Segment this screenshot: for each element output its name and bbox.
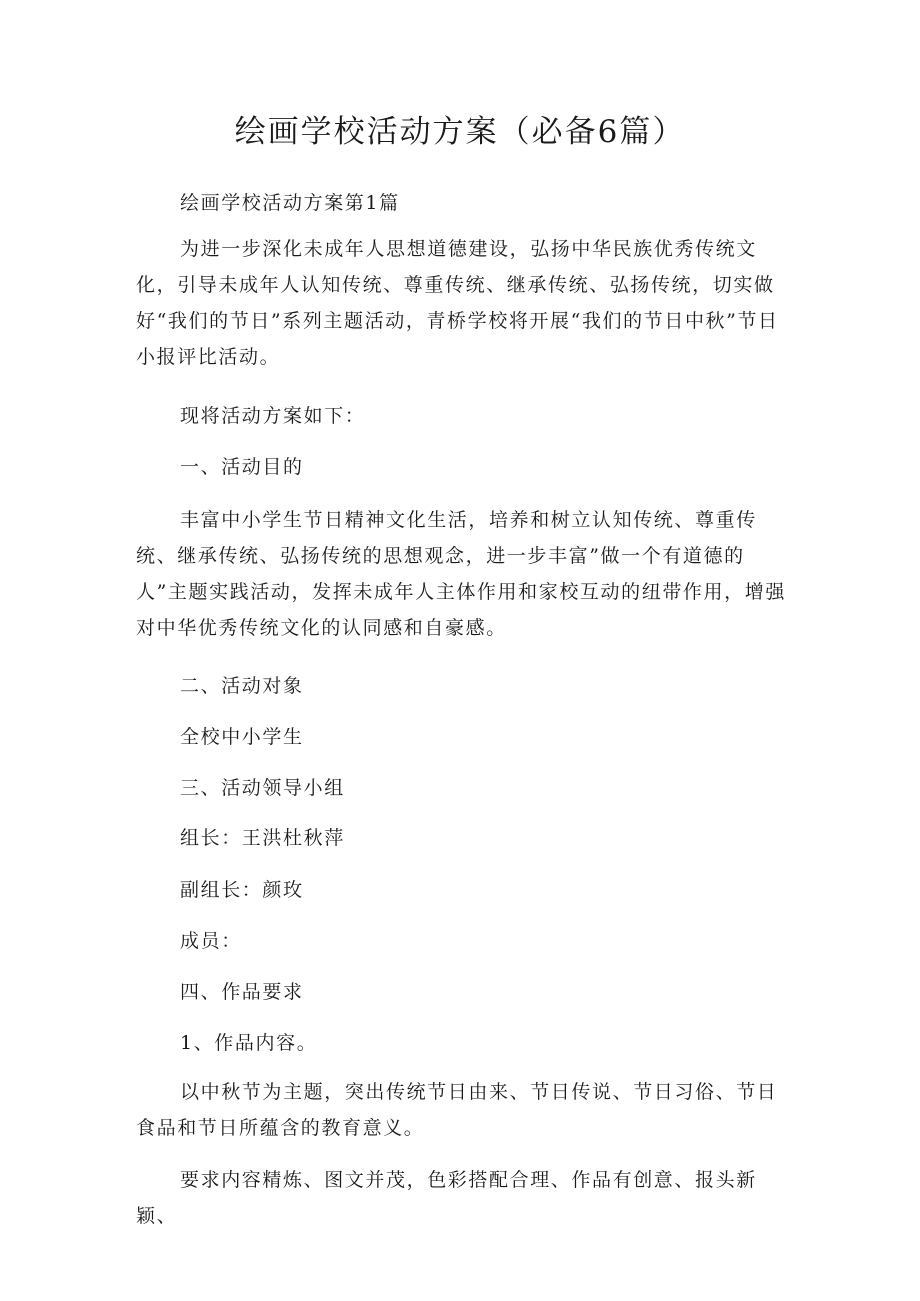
members-line: 成员：: [180, 930, 242, 952]
deputy-line: 副组长：颜玫: [180, 879, 304, 901]
document-title: 绘画学校活动方案（必备6篇）: [234, 114, 686, 150]
purpose-paragraph: 丰富中小学生节日精神文化生活，培养和树立认知传统、尊重传统、继承传统、弘扬传统的思想观念，进一步丰富”做一个有道德的人”主题实践活动，发挥未成年人主体作用和家校互动的纽带作用，增强对中华优秀传统文化的认同感和自豪感。: [136, 509, 786, 639]
target-line: 全校中小学生: [180, 726, 304, 748]
content-paragraph-2: 要求内容精炼、图文并茂，色彩搭配合理、作品有创意、报头新颖、: [136, 1169, 757, 1227]
content-paragraph: 以中秋节为主题，突出传统节日由来、节日传说、节日习俗、节日食品和节日所蕴含的教育意义。: [136, 1081, 778, 1139]
heading-target: 二、活动对象: [180, 675, 304, 697]
intro-paragraph: 为进一步深化未成年人思想道德建设，弘扬中华民族优秀传统文化，引导未成年人认知传统、尊重传统、继承传统、弘扬传统，切实做好“我们的节日”系列主题活动，青桥学校将开展“我们的节日中秋”节日小报评比活动。: [136, 238, 779, 368]
heading-purpose: 一、活动目的: [180, 456, 304, 478]
requirement-1: 1、作品内容。: [180, 1032, 318, 1054]
section-heading: 绘画学校活动方案第1篇: [180, 192, 400, 214]
heading-leadership: 三、活动领导小组: [180, 777, 345, 799]
lead-line: 现将活动方案如下：: [180, 405, 366, 427]
heading-requirements: 四、作品要求: [180, 981, 304, 1003]
leader-line: 组长：王洪杜秋萍: [180, 827, 345, 849]
